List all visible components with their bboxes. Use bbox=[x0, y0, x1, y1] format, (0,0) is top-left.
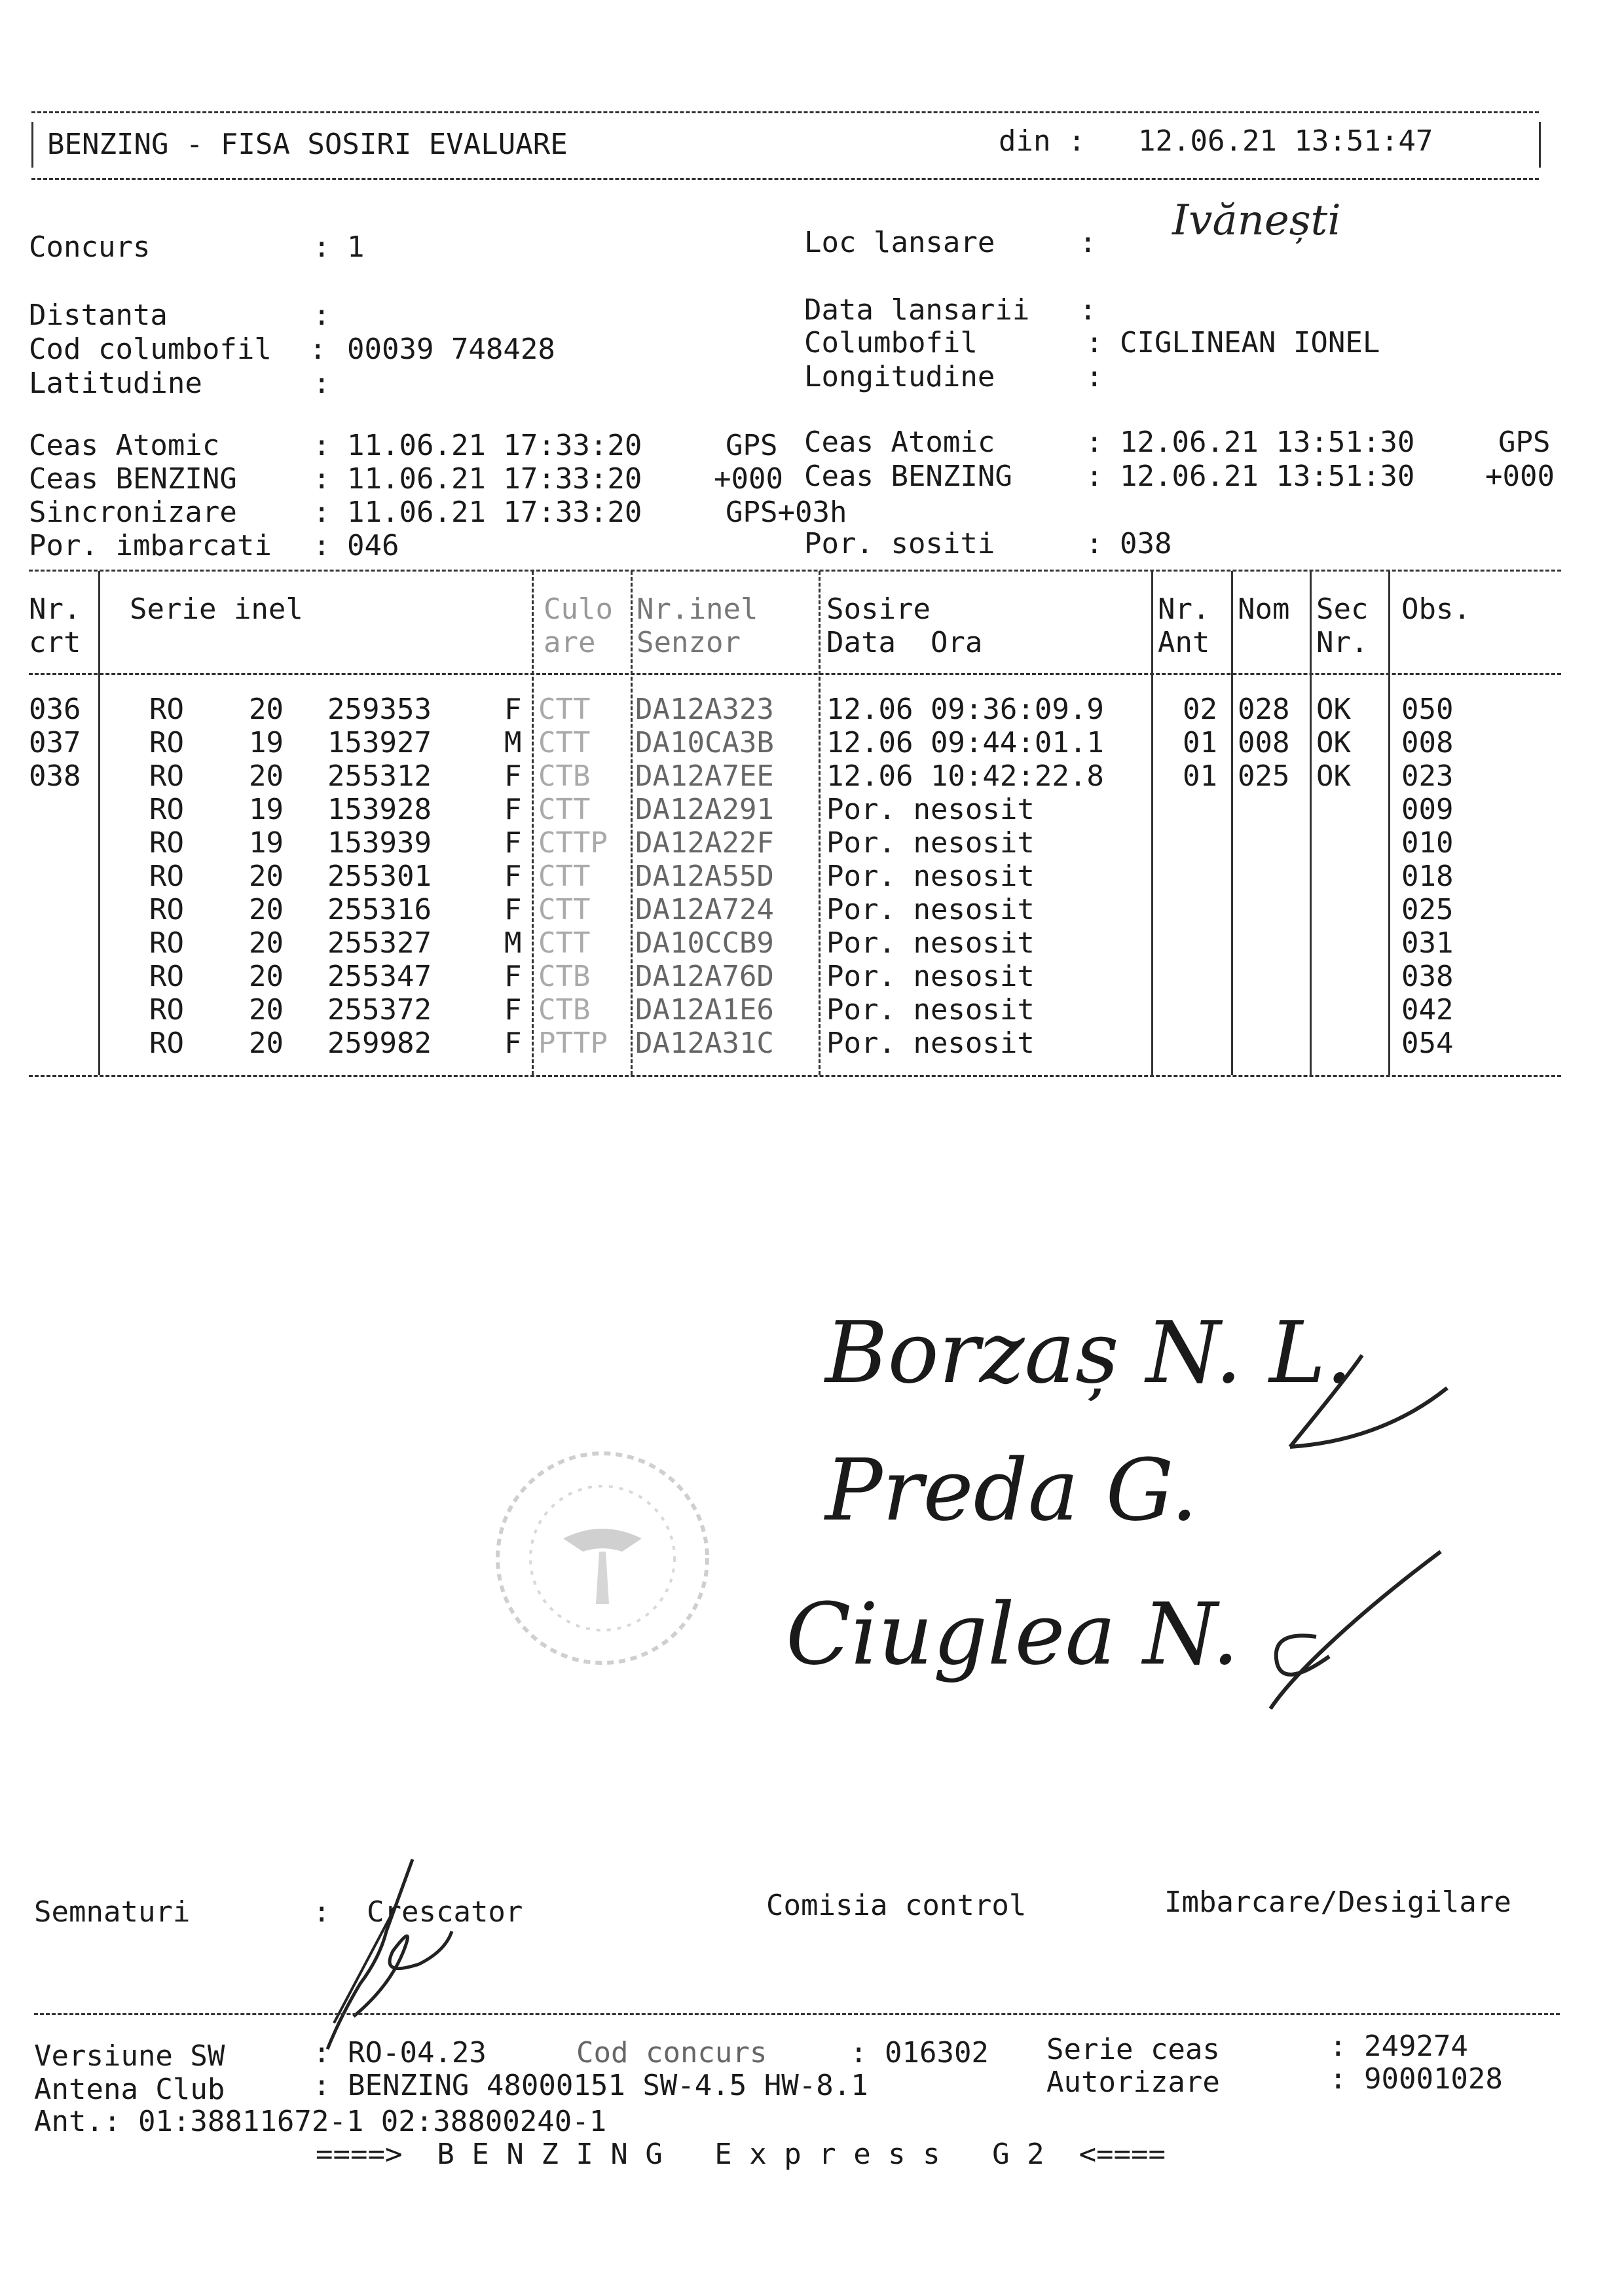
cell-sosire: Por. nesosit bbox=[826, 860, 1035, 893]
concurs-value: 1 bbox=[347, 230, 365, 264]
cell-an: 20 bbox=[249, 759, 284, 793]
cell-sex: M bbox=[504, 726, 522, 759]
th-sec-2: Nr. bbox=[1316, 626, 1369, 659]
signature-crescator-label: Crescator bbox=[367, 1895, 523, 1929]
ceas-benzing-start-sep: : bbox=[313, 462, 331, 496]
loc-lansare-label: Loc lansare bbox=[804, 226, 995, 259]
cell-serie: 153928 bbox=[327, 793, 432, 826]
por-sositi-label: Por. sositi bbox=[804, 527, 995, 560]
columbofil-label: Columbofil bbox=[804, 326, 978, 359]
serie-ceas-label: Serie ceas bbox=[1046, 2033, 1220, 2066]
columbofil-sep: : bbox=[1086, 326, 1103, 359]
th-nom: Nom bbox=[1238, 592, 1290, 626]
cell-senzor: DA12A724 bbox=[635, 893, 774, 926]
cell-senzor: DA12A323 bbox=[635, 693, 774, 726]
sincronizare-label: Sincronizare bbox=[29, 496, 237, 529]
header-din-value: 12.06.21 13:51:47 bbox=[1138, 124, 1433, 158]
cell-sex: F bbox=[504, 693, 522, 726]
por-imbarcati-label: Por. imbarcati bbox=[29, 529, 272, 562]
ceas-atomic-start-suffix: GPS bbox=[726, 429, 778, 462]
signatures-sep: : bbox=[313, 1895, 331, 1929]
cell-sec: OK bbox=[1316, 693, 1351, 726]
ceas-benzing-start-value: 11.06.21 17:33:20 bbox=[347, 462, 642, 496]
th-serie-inel: Serie inel bbox=[130, 592, 303, 626]
signatures-label: Semnaturi bbox=[34, 1895, 191, 1929]
cell-senzor: DA12A31C bbox=[635, 1027, 774, 1060]
signature-imbarcare-label: Imbarcare/Desigilare bbox=[1164, 1886, 1511, 1919]
col-sep-senzor bbox=[631, 571, 633, 1075]
table-header-rule bbox=[29, 673, 1561, 675]
cell-culoare: CTT bbox=[538, 860, 591, 893]
stamp-icon bbox=[485, 1440, 720, 1676]
cell-an: 20 bbox=[249, 993, 284, 1027]
cell-obs: 054 bbox=[1401, 1027, 1454, 1060]
cell-culoare: CTT bbox=[538, 726, 591, 759]
th-nr-crt-2: crt bbox=[29, 626, 81, 659]
cell-sex: F bbox=[504, 793, 522, 826]
signature-slash-icon bbox=[1283, 1349, 1454, 1453]
ceas-atomic-end-sep: : bbox=[1086, 426, 1103, 459]
cell-tara: RO bbox=[149, 893, 184, 926]
cell-sex: F bbox=[504, 860, 522, 893]
brand-line: ====> B E N Z I N G E x p r e s s G 2 <==== bbox=[316, 2138, 1166, 2171]
cell-serie: 259982 bbox=[327, 1027, 432, 1060]
ceas-benzing-end-label: Ceas BENZING bbox=[804, 460, 1012, 493]
handwritten-name-3: Ciuglea N. bbox=[786, 1584, 1240, 1684]
cell-an: 20 bbox=[249, 926, 284, 960]
longitudine-label: Longitudine bbox=[804, 360, 995, 393]
cell-sex: F bbox=[504, 960, 522, 993]
por-imbarcati-sep: : bbox=[313, 529, 331, 562]
cell-sex: F bbox=[504, 893, 522, 926]
data-lansarii-sep: : bbox=[1079, 293, 1097, 327]
antena-label: Antena Club bbox=[34, 2073, 225, 2106]
cell-serie: 255312 bbox=[327, 759, 432, 793]
cell-serie: 255372 bbox=[327, 993, 432, 1027]
cell-tara: RO bbox=[149, 960, 184, 993]
autorizare-value: : 90001028 bbox=[1329, 2062, 1503, 2096]
cell-serie: 153927 bbox=[327, 726, 432, 759]
cell-obs: 018 bbox=[1401, 860, 1454, 893]
cod-columbofil-sep: : bbox=[309, 333, 327, 366]
cell-tara: RO bbox=[149, 1027, 184, 1060]
cell-sec: OK bbox=[1316, 759, 1351, 793]
cell-ant: 01 bbox=[1183, 759, 1217, 793]
cell-senzor: DA12A55D bbox=[635, 860, 774, 893]
header-title: BENZING - FISA SOSIRI EVALUARE bbox=[47, 128, 568, 161]
cell-serie: 153939 bbox=[327, 826, 432, 860]
cell-culoare: CTB bbox=[538, 960, 591, 993]
th-sosire-2: Data Ora bbox=[826, 626, 983, 659]
concurs-sep: : bbox=[313, 230, 331, 264]
cell-senzor: DA12A291 bbox=[635, 793, 774, 826]
ceas-atomic-end-suffix: GPS bbox=[1498, 426, 1551, 459]
th-nr-crt-1: Nr. bbox=[29, 592, 81, 626]
sincronizare-suffix: GPS+03h bbox=[726, 496, 847, 529]
cell-an: 19 bbox=[249, 726, 284, 759]
handwritten-name-1: Borzaș N. L. bbox=[825, 1303, 1353, 1402]
cell-nr: 038 bbox=[29, 759, 81, 793]
cell-tara: RO bbox=[149, 759, 184, 793]
cell-ant: 01 bbox=[1183, 726, 1217, 759]
distanta-label: Distanta bbox=[29, 299, 168, 332]
loc-lansare-sep: : bbox=[1079, 226, 1097, 259]
cell-senzor: DA12A22F bbox=[635, 826, 774, 860]
cell-serie: 255347 bbox=[327, 960, 432, 993]
latitudine-sep: : bbox=[313, 367, 331, 400]
signature-commission-icon bbox=[1231, 1545, 1454, 1715]
cell-tara: RO bbox=[149, 793, 184, 826]
cell-sex: F bbox=[504, 826, 522, 860]
cod-columbofil-value: 00039 748428 bbox=[347, 333, 555, 366]
cell-nom: 028 bbox=[1238, 693, 1290, 726]
table-top-rule bbox=[29, 570, 1561, 572]
th-nr-inel-2: Senzor bbox=[637, 626, 741, 659]
header-left-border bbox=[31, 122, 33, 168]
ceas-atomic-end-value: 12.06.21 13:51:30 bbox=[1120, 426, 1415, 459]
cell-culoare: CTT bbox=[538, 893, 591, 926]
cell-an: 19 bbox=[249, 826, 284, 860]
cell-nom: 025 bbox=[1238, 759, 1290, 793]
cell-an: 20 bbox=[249, 893, 284, 926]
ceas-atomic-start-label: Ceas Atomic bbox=[29, 429, 220, 462]
cell-obs: 008 bbox=[1401, 726, 1454, 759]
cell-culoare: PTTP bbox=[538, 1027, 608, 1060]
cell-senzor: DA12A76D bbox=[635, 960, 774, 993]
cell-sosire: Por. nesosit bbox=[826, 960, 1035, 993]
ant-line: Ant.: 01:38811672-1 02:38800240-1 bbox=[34, 2105, 607, 2138]
cell-tara: RO bbox=[149, 860, 184, 893]
col-sep-obs bbox=[1388, 571, 1390, 1075]
ceas-benzing-end-sep: : bbox=[1086, 460, 1103, 493]
cell-sex: F bbox=[504, 759, 522, 793]
cell-sosire: 12.06 10:42:22.8 bbox=[826, 759, 1104, 793]
cell-an: 20 bbox=[249, 860, 284, 893]
cell-obs: 009 bbox=[1401, 793, 1454, 826]
cod-concurs-value: : 016302 bbox=[850, 2036, 989, 2069]
cell-culoare: CTT bbox=[538, 926, 591, 960]
header-right-border bbox=[1539, 122, 1541, 168]
th-nr-ant-2: Ant bbox=[1158, 626, 1210, 659]
cell-serie: 255327 bbox=[327, 926, 432, 960]
sincronizare-sep: : bbox=[313, 496, 331, 529]
cell-sec: OK bbox=[1316, 726, 1351, 759]
cell-senzor: DA10CA3B bbox=[635, 726, 774, 759]
cell-culoare: CTB bbox=[538, 993, 591, 1027]
ceas-atomic-start-sep: : bbox=[313, 429, 331, 462]
cell-sex: M bbox=[504, 926, 522, 960]
cell-sosire: Por. nesosit bbox=[826, 926, 1035, 960]
col-sep-ant bbox=[1151, 571, 1153, 1075]
cell-obs: 023 bbox=[1401, 759, 1454, 793]
loc-lansare-value: Ivănești bbox=[1172, 196, 1341, 245]
th-nr-ant-1: Nr. bbox=[1158, 592, 1210, 626]
distanta-sep: : bbox=[313, 299, 331, 332]
ceas-benzing-start-label: Ceas BENZING bbox=[29, 462, 237, 496]
signature-comisia-label: Comisia control bbox=[766, 1889, 1027, 1922]
por-sositi-value: 038 bbox=[1120, 527, 1172, 560]
cell-serie: 255316 bbox=[327, 893, 432, 926]
cell-culoare: CTB bbox=[538, 759, 591, 793]
cell-an: 20 bbox=[249, 693, 284, 726]
ceas-atomic-end-label: Ceas Atomic bbox=[804, 426, 995, 459]
cell-serie: 259353 bbox=[327, 693, 432, 726]
cell-nr: 036 bbox=[29, 693, 81, 726]
serie-ceas-value: : 249274 bbox=[1329, 2030, 1468, 2063]
cell-culoare: CTT bbox=[538, 793, 591, 826]
cell-senzor: DA12A1E6 bbox=[635, 993, 774, 1027]
th-sec-1: Sec bbox=[1316, 592, 1369, 626]
cell-an: 20 bbox=[249, 1027, 284, 1060]
cell-sex: F bbox=[504, 993, 522, 1027]
cell-obs: 025 bbox=[1401, 893, 1454, 926]
versiune-value: : RO-04.23 bbox=[313, 2036, 487, 2069]
th-obs: Obs. bbox=[1401, 592, 1471, 626]
por-imbarcati-value: 046 bbox=[347, 529, 399, 562]
col-sep-sosire bbox=[819, 571, 821, 1075]
cell-tara: RO bbox=[149, 726, 184, 759]
ceas-benzing-end-value: 12.06.21 13:51:30 bbox=[1120, 460, 1415, 493]
ceas-benzing-start-suffix: +000 bbox=[714, 462, 783, 496]
cell-an: 19 bbox=[249, 793, 284, 826]
cell-senzor: DA10CCB9 bbox=[635, 926, 774, 960]
cell-obs: 010 bbox=[1401, 826, 1454, 860]
cell-nom: 008 bbox=[1238, 726, 1290, 759]
table-bottom-rule bbox=[29, 1075, 1561, 1077]
por-sositi-sep: : bbox=[1086, 527, 1103, 560]
cell-tara: RO bbox=[149, 826, 184, 860]
concurs-label: Concurs bbox=[29, 230, 151, 264]
col-sep-nr bbox=[98, 571, 100, 1075]
footer-rule bbox=[34, 2013, 1560, 2015]
ceas-atomic-start-value: 11.06.21 17:33:20 bbox=[347, 429, 642, 462]
cell-ant: 02 bbox=[1183, 693, 1217, 726]
header-din-label: din : bbox=[999, 124, 1086, 158]
cell-sex: F bbox=[504, 1027, 522, 1060]
col-sep-nom bbox=[1231, 571, 1233, 1075]
cell-sosire: 12.06 09:44:01.1 bbox=[826, 726, 1104, 759]
columbofil-value: CIGLINEAN IONEL bbox=[1120, 326, 1380, 359]
sincronizare-value: 11.06.21 17:33:20 bbox=[347, 496, 642, 529]
cell-an: 20 bbox=[249, 960, 284, 993]
cell-culoare: CTT bbox=[538, 693, 591, 726]
th-sosire-1: Sosire bbox=[826, 592, 931, 626]
cell-tara: RO bbox=[149, 693, 184, 726]
ceas-benzing-end-suffix: +000 bbox=[1485, 460, 1555, 493]
cell-nr: 037 bbox=[29, 726, 81, 759]
cell-sosire: 12.06 09:36:09.9 bbox=[826, 693, 1104, 726]
cell-serie: 255301 bbox=[327, 860, 432, 893]
versiune-label: Versiune SW bbox=[34, 2039, 225, 2073]
header-top-rule bbox=[31, 111, 1539, 113]
cell-senzor: DA12A7EE bbox=[635, 759, 774, 793]
autorizare-label: Autorizare bbox=[1046, 2066, 1220, 2099]
cell-tara: RO bbox=[149, 926, 184, 960]
cell-tara: RO bbox=[149, 993, 184, 1027]
cell-sosire: Por. nesosit bbox=[826, 993, 1035, 1027]
cell-sosire: Por. nesosit bbox=[826, 826, 1035, 860]
th-culoare-1: Culo bbox=[544, 592, 613, 626]
longitudine-sep: : bbox=[1086, 360, 1103, 393]
cell-sosire: Por. nesosit bbox=[826, 793, 1035, 826]
col-sep-culoare bbox=[532, 571, 534, 1075]
cell-obs: 031 bbox=[1401, 926, 1454, 960]
latitudine-label: Latitudine bbox=[29, 367, 202, 400]
data-lansarii-label: Data lansarii bbox=[804, 293, 1030, 327]
antena-value: : BENZING 48000151 SW-4.5 HW-8.1 bbox=[313, 2069, 868, 2102]
cell-sosire: Por. nesosit bbox=[826, 1027, 1035, 1060]
cod-columbofil-label: Cod columbofil bbox=[29, 333, 272, 366]
col-sep-sec bbox=[1310, 571, 1312, 1075]
cell-sosire: Por. nesosit bbox=[826, 893, 1035, 926]
handwritten-name-2: Preda G. bbox=[825, 1440, 1198, 1540]
th-culoare-2: are bbox=[544, 626, 596, 659]
cell-culoare: CTTP bbox=[538, 826, 608, 860]
cell-obs: 042 bbox=[1401, 993, 1454, 1027]
cod-concurs-label: Cod concurs bbox=[576, 2036, 767, 2069]
cell-obs: 038 bbox=[1401, 960, 1454, 993]
cell-obs: 050 bbox=[1401, 693, 1454, 726]
th-nr-inel-1: Nr.inel bbox=[637, 592, 758, 626]
header-bottom-rule bbox=[31, 178, 1539, 180]
